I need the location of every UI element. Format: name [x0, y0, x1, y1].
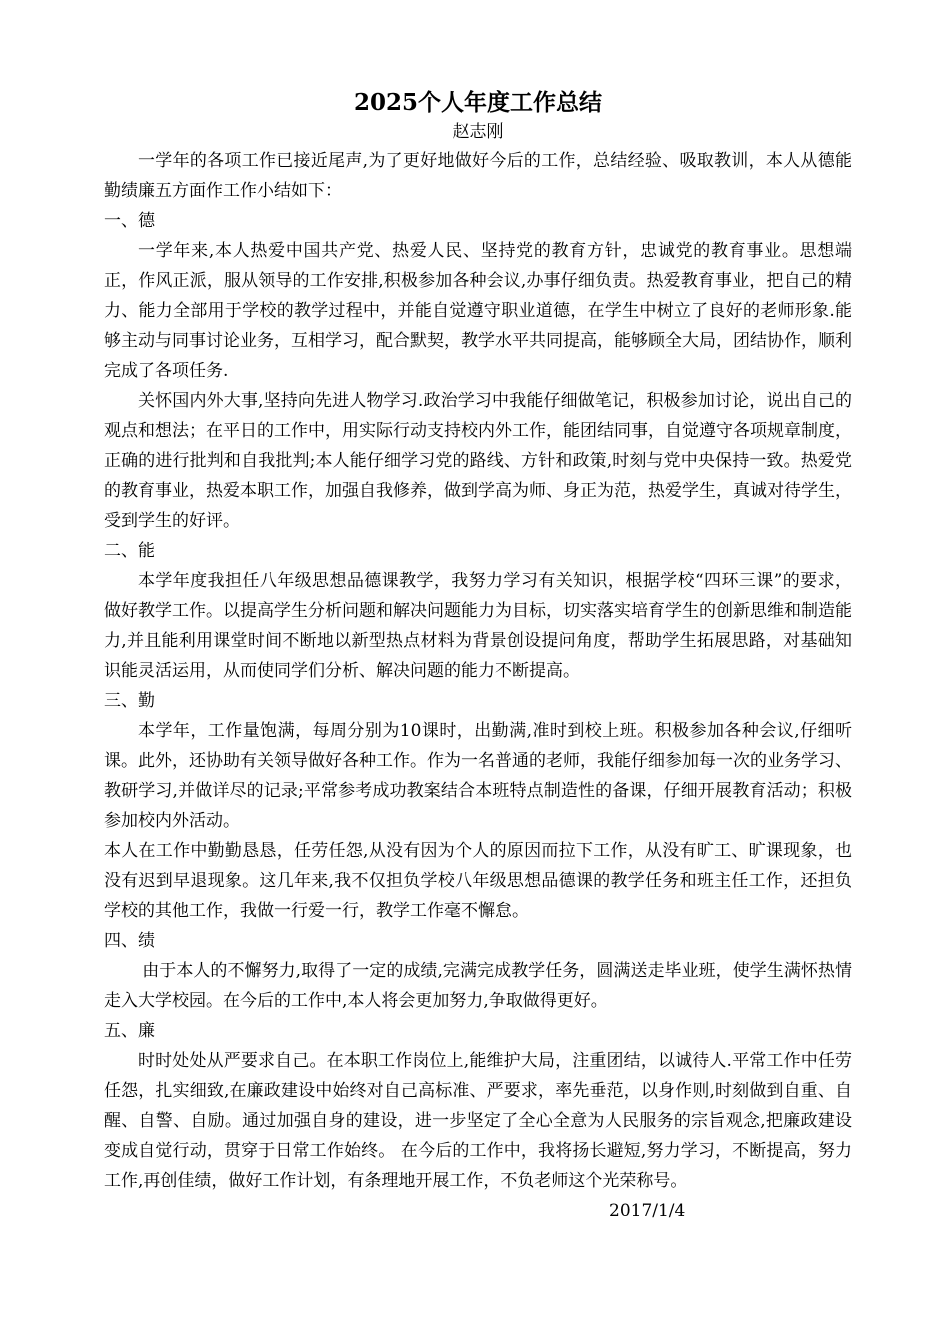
section-heading-ji: 四、绩: [104, 931, 155, 951]
document-title: 2025个人年度工作总结: [353, 89, 602, 116]
section-heading-lian: 五、廉: [104, 1021, 155, 1041]
section-lian-paragraph-1: 时时处处从严要求自己。在本职工作岗位上,能维护大局，注重团结，以诚待人.平常工作中任劳任怨，扎实细致,在廉政建设中始终对自己高标准、严要求，率先垂范，以身作则,时刻做到自重、自醒、自警、自励。通过加强自身的建设，进一步坚定了全心全意为人民服务的宗旨观念,把廉政建设变成自觉行动，贯穿于日常工作始终。 在今后的工作中，我将扬长避短,努力学习，不断提高，努力工作,再创佳绩，做好工作计划，有条理地开展工作，不负老师这个光荣称号。: [104, 1051, 852, 1191]
section-heading-de: 一、德: [104, 211, 155, 231]
section-qin-paragraph-1: 本学年，工作量饱满，每周分别为10课时，出勤满,准时到校上班。积极参加各种会议,仔细听课。此外，还协助有关领导做好各种工作。作为一名普通的老师，我能仔细参加每一次的业务学习、教研学习,并做详尽的记录;平常参考成功教案结合本班特点制造性的备课，仔细开展教育活动；积极参加校内外活动。: [104, 721, 852, 831]
document-author: 赵志刚: [452, 122, 504, 142]
section-qin-paragraph-2: 本人在工作中勤勤恳恳，任劳任怨,从没有因为个人的原因而拉下工作，从没有旷工、旷课现象，也没有迟到早退现象。这几年来,我不仅担负学校八年级思想品德课的教学任务和班主任工作，还担负学校的其他工作，我做一行爱一行，教学工作毫不懈怠。: [104, 841, 852, 921]
section-heading-neng: 二、能: [104, 541, 155, 561]
section-de-paragraph-1: 一学年来,本人热爱中国共产党、热爱人民、坚持党的教育方针，忠诚党的教育事业。思想端正，作风正派，服从领导的工作安排,积极参加各种会议,办事仔细负责。热爱教育事业，把自己的精力、能力全部用于学校的教学过程中，并能自觉遵守职业道德，在学生中树立了良好的老师形象.能够主动与同事讨论业务，互相学习，配合默契，教学水平共同提高，能够顾全大局，团结协作，顺利完成了各项任务.: [104, 241, 852, 381]
document-date: 2017/1/4: [609, 1201, 686, 1221]
section-ji-paragraph-1: 由于本人的不懈努力,取得了一定的成绩,完满完成教学任务，圆满送走毕业班，使学生满怀热情走入大学校园。在今后的工作中,本人将会更加努力,争取做得更好。: [104, 961, 852, 1011]
section-neng-paragraph-1: 本学年度我担任八年级思想品德课教学，我努力学习有关知识，根据学校“四环三课”的要求，做好教学工作。以提高学生分析问题和解决问题能力为目标，切实落实培育学生的创新思维和制造能力,并且能利用课堂时间不断地以新型热点材料为背景创设提问角度，帮助学生拓展思路，对基础知识能灵活运用，从而使同学们分析、解决问题的能力不断提高。: [104, 571, 852, 681]
section-de-paragraph-2: 关怀国内外大事,坚持向先进人物学习.政治学习中我能仔细做笔记，积极参加讨论，说出自己的观点和想法；在平日的工作中，用实际行动支持校内外工作，能团结同事，自觉遵守各项规章制度，正确的进行批判和自我批判;本人能仔细学习党的路线、方针和政策,时刻与党中央保持一致。热爱党的教育事业，热爱本职工作，加强自我修养，做到学高为师、身正为范，热爱学生，真诚对待学生，受到学生的好评。: [104, 391, 852, 531]
intro-paragraph: 一学年的各项工作已接近尾声,为了更好地做好今后的工作，总结经验、吸取教训，本人从德能勤绩廉五方面作工作小结如下：: [104, 151, 852, 201]
document-page: [104, 88, 852, 1226]
section-heading-qin: 三、勤: [104, 691, 155, 711]
